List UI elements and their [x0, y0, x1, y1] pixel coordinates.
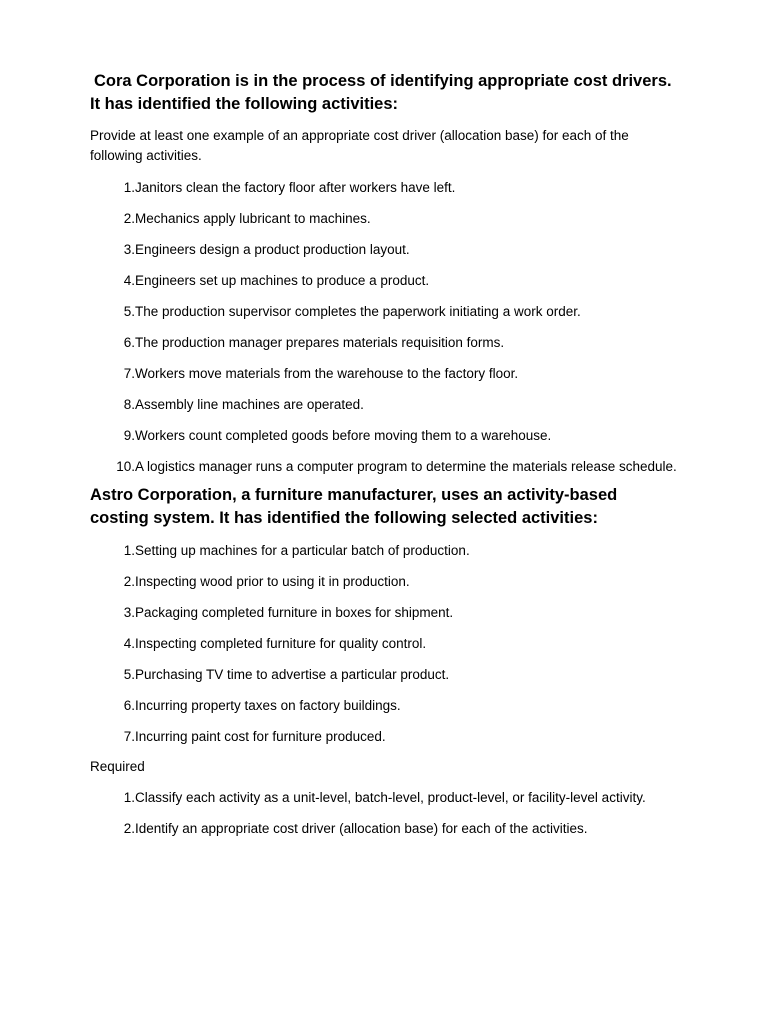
list-item: 7. Incurring paint cost for furniture produced. — [123, 729, 386, 744]
list-item: 5. Purchasing TV time to advertise a particular product. — [123, 667, 450, 682]
list-item: 5. The production supervisor completes the paperwork initiating a work order. — [123, 304, 581, 319]
list-item: 7. Workers move materials from the warehouse to the factory floor. — [123, 366, 519, 381]
list-item: 4. Engineers set up machines to produce a product. — [123, 273, 430, 288]
list-item: 4. Inspecting completed furniture for quality control. — [123, 636, 427, 651]
list-item: 6. The production manager prepares materials requisition forms. — [123, 335, 505, 350]
cora-heading: Cora Corporation is in the process of identifying appropriate cost drivers. It has identified the following activities: — [90, 72, 672, 113]
list-item: 9. Workers count completed goods before moving them to a warehouse. — [123, 428, 552, 443]
astro-activity-list — [90, 540, 680, 747]
required-label: Required — [90, 759, 145, 774]
list-item: 3. Engineers design a product production layout. — [123, 242, 410, 257]
list-item: 10. A logistics manager runs a computer program to determine the materials release schedule. — [116, 459, 677, 474]
list-item: 1. Janitors clean the factory floor after workers have left. — [123, 180, 456, 195]
required-list — [90, 787, 680, 839]
list-item: 1. Setting up machines for a particular batch of production. — [123, 543, 470, 558]
list-item: 8. Assembly line machines are operated. — [123, 397, 364, 412]
list-item: 6. Incurring property taxes on factory buildings. — [123, 698, 401, 713]
list-item: 3. Packaging completed furniture in boxes for shipment. — [123, 605, 454, 620]
astro-heading: Astro Corporation, a furniture manufacturer, uses an activity-based costing system. It has identified the following selected activities: — [90, 486, 618, 527]
list-item: 2. Identify an appropriate cost driver (allocation base) for each of the activities. — [123, 821, 588, 836]
list-item: 2. Mechanics apply lubricant to machines. — [123, 211, 371, 226]
list-item: 1. Classify each activity as a unit-level, batch-level, product-level, or facility-level activity. — [123, 790, 646, 805]
list-item: 2. Inspecting wood prior to using it in production. — [123, 574, 410, 589]
cora-activity-list — [90, 177, 680, 477]
cora-intro: Provide at least one example of an appropriate cost driver (allocation base) for each of the following activities. — [90, 128, 629, 163]
document-content — [90, 70, 680, 849]
